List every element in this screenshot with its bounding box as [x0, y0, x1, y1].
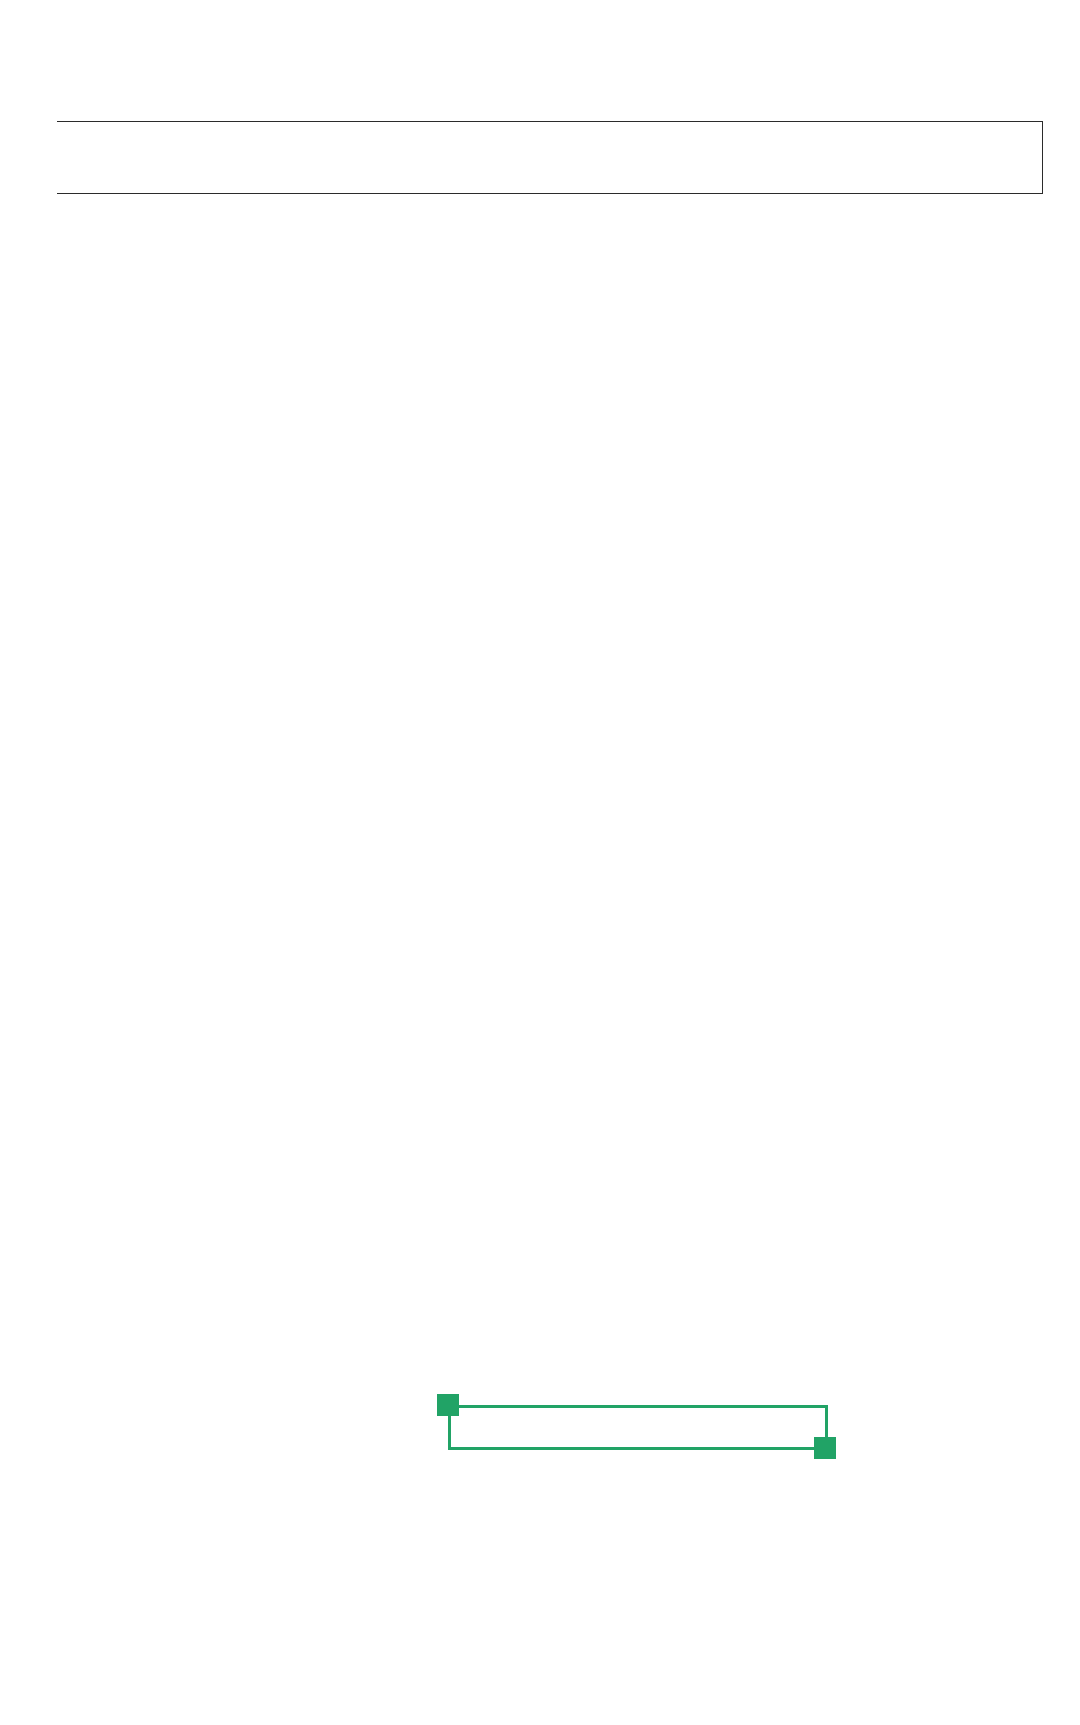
selection-box — [448, 1405, 828, 1450]
header-code[interactable] — [57, 121, 109, 194]
table-title[interactable] — [57, 22, 1042, 121]
header-unit[interactable] — [448, 121, 828, 194]
header-num[interactable] — [827, 121, 920, 194]
header-dept[interactable] — [108, 121, 449, 194]
header-other[interactable] — [919, 121, 1043, 194]
fill-handle-top-left[interactable] — [437, 1394, 459, 1416]
fill-handle-bottom-right[interactable] — [814, 1437, 836, 1459]
